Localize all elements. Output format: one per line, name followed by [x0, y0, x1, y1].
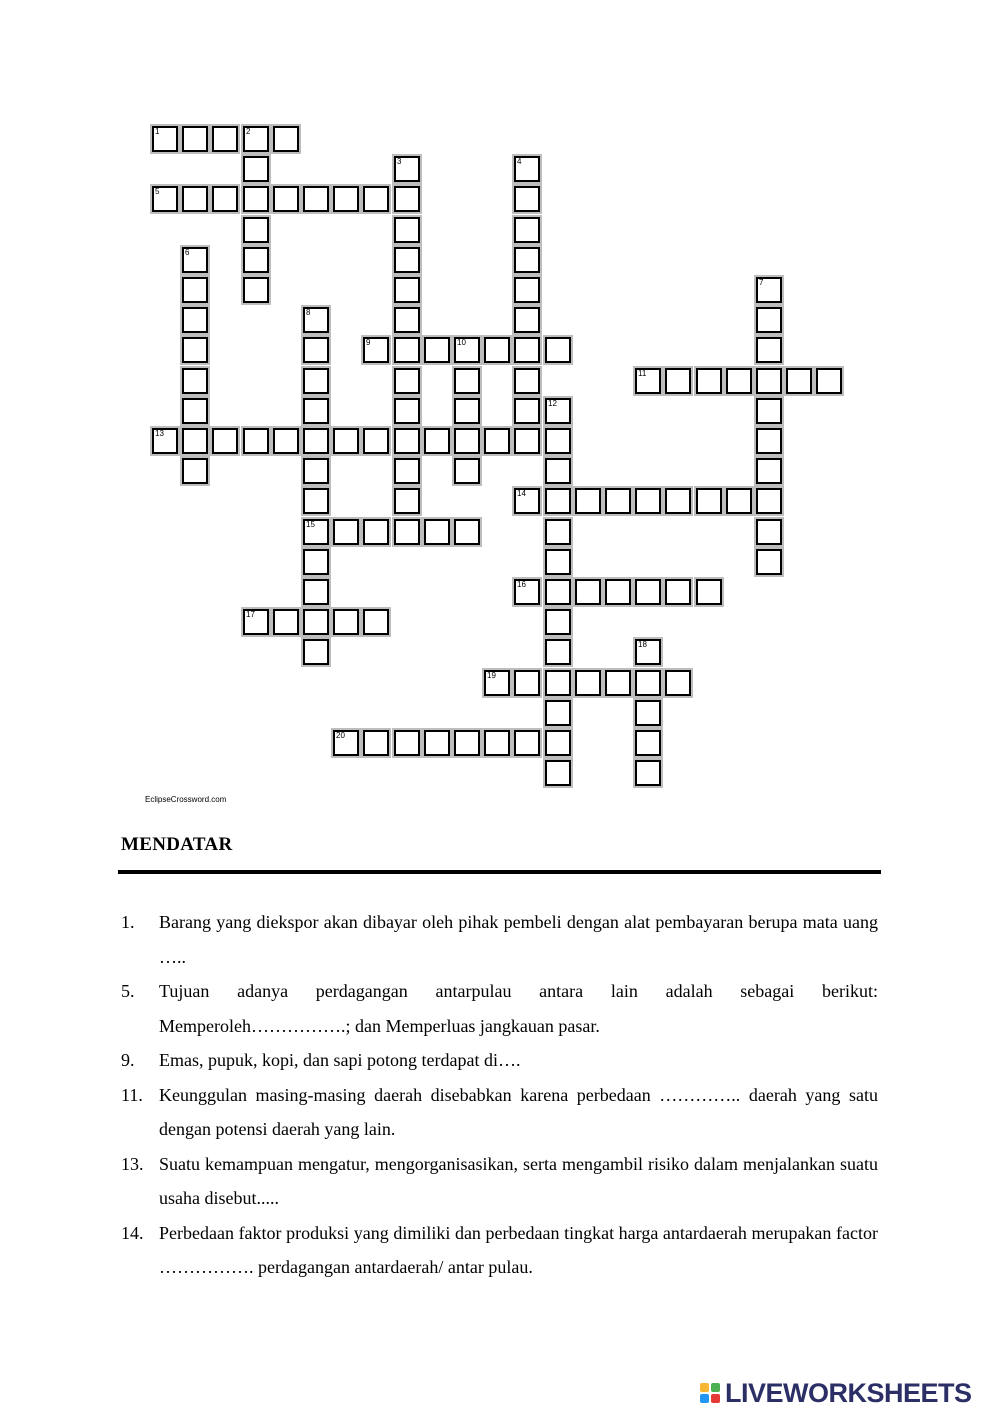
crossword-cell[interactable] — [545, 519, 571, 545]
crossword-cell[interactable] — [424, 730, 450, 756]
crossword-cell[interactable] — [363, 428, 389, 454]
crossword-cell[interactable] — [514, 579, 540, 605]
crossword-cell[interactable] — [696, 368, 722, 394]
clue-number-label: 12 — [548, 399, 557, 408]
clue-number-label: 9 — [366, 338, 371, 347]
crossword-cell[interactable] — [484, 670, 510, 696]
crossword-cell[interactable] — [333, 186, 359, 212]
crossword-cell[interactable] — [605, 670, 631, 696]
clue-item — [121, 1078, 878, 1147]
crossword-cell[interactable] — [303, 186, 329, 212]
clue-number-label: 19 — [487, 671, 496, 680]
crossword-cell[interactable] — [182, 277, 208, 303]
crossword-cell[interactable] — [243, 428, 269, 454]
crossword-cell[interactable] — [394, 458, 420, 484]
crossword-cell[interactable] — [182, 186, 208, 212]
crossword-cell[interactable] — [454, 398, 480, 424]
clue-text: Emas, pupuk, kopi, dan sapi potong terdapat di…. — [159, 1050, 521, 1070]
crossword-cell[interactable] — [394, 186, 420, 212]
crossword-cell[interactable] — [514, 307, 540, 333]
crossword-cell[interactable] — [182, 398, 208, 424]
crossword-cell[interactable] — [424, 428, 450, 454]
crossword-cell[interactable] — [182, 428, 208, 454]
brand-name: LIVEWORKSHEETS — [725, 1377, 972, 1408]
brand-square — [700, 1383, 709, 1392]
crossword-cell[interactable] — [484, 428, 510, 454]
clue-number-label: 18 — [638, 640, 647, 649]
brand-squares-icon — [700, 1383, 720, 1403]
crossword-cell[interactable] — [243, 186, 269, 212]
crossword-cell[interactable] — [756, 458, 782, 484]
crossword-cell[interactable] — [635, 730, 661, 756]
crossword-cell[interactable] — [665, 488, 691, 514]
crossword-cell[interactable] — [545, 488, 571, 514]
clue-number: 11. — [121, 1084, 143, 1105]
crossword-cell[interactable] — [303, 519, 329, 545]
crossword-cell[interactable] — [545, 730, 571, 756]
crossword-cell[interactable] — [635, 700, 661, 726]
crossword-cell[interactable] — [514, 217, 540, 243]
clue-text: Suatu kemampuan mengatur, mengorganisasikan, serta mengambil risiko dalam menjalankan suatu usaha disebut..... — [159, 1153, 878, 1208]
crossword-cell[interactable] — [243, 156, 269, 182]
crossword-cell[interactable] — [545, 609, 571, 635]
crossword-cell[interactable] — [514, 247, 540, 273]
crossword-cell[interactable] — [545, 337, 571, 363]
crossword-cell[interactable] — [545, 428, 571, 454]
crossword-cell[interactable] — [394, 488, 420, 514]
clue-item — [121, 1216, 878, 1285]
crossword-cell[interactable] — [182, 247, 208, 273]
crossword-cell[interactable] — [152, 428, 178, 454]
crossword-cell[interactable] — [394, 337, 420, 363]
crossword-cell[interactable] — [696, 488, 722, 514]
crossword-cell[interactable] — [726, 488, 752, 514]
crossword-cell[interactable] — [363, 730, 389, 756]
crossword-cell[interactable] — [394, 519, 420, 545]
crossword-cell[interactable] — [333, 428, 359, 454]
crossword-cell[interactable] — [303, 398, 329, 424]
crossword-cell[interactable] — [665, 368, 691, 394]
crossword-cell[interactable] — [394, 247, 420, 273]
crossword-cell[interactable] — [665, 670, 691, 696]
crossword-cell[interactable] — [182, 458, 208, 484]
crossword-cell[interactable] — [756, 368, 782, 394]
clue-number: 9. — [121, 1050, 135, 1070]
crossword-cell[interactable] — [243, 247, 269, 273]
crossword-cell[interactable] — [212, 186, 238, 212]
crossword-cell[interactable] — [273, 126, 299, 152]
crossword-cell[interactable] — [575, 670, 601, 696]
crossword-cell[interactable] — [786, 368, 812, 394]
crossword-cell[interactable] — [182, 337, 208, 363]
crossword-cell[interactable] — [394, 730, 420, 756]
crossword-cell[interactable] — [635, 639, 661, 665]
clue-number-label: 1 — [155, 127, 160, 136]
crossword-cell[interactable] — [545, 458, 571, 484]
clue-number: 14. — [121, 1222, 144, 1243]
crossword-cell[interactable] — [545, 398, 571, 424]
brand-square — [711, 1383, 720, 1392]
crossword-cell[interactable] — [514, 277, 540, 303]
clue-number: 5. — [121, 981, 135, 1001]
crossword-cell[interactable] — [303, 639, 329, 665]
section-title: MENDATAR — [121, 834, 233, 855]
crossword-cell[interactable] — [152, 186, 178, 212]
crossword-cell[interactable] — [545, 549, 571, 575]
crossword-cell[interactable] — [454, 519, 480, 545]
crossword-cell[interactable] — [605, 488, 631, 514]
crossword-cell[interactable] — [333, 519, 359, 545]
crossword-cell[interactable] — [514, 670, 540, 696]
crossword-cell[interactable] — [303, 337, 329, 363]
crossword-cell[interactable] — [545, 579, 571, 605]
brand-square — [700, 1394, 709, 1403]
crossword-cell[interactable] — [484, 730, 510, 756]
crossword-cell[interactable] — [514, 730, 540, 756]
crossword-cell[interactable] — [303, 307, 329, 333]
crossword-cell[interactable] — [756, 549, 782, 575]
clue-number-label: 16 — [517, 580, 526, 589]
crossword-cell[interactable] — [243, 277, 269, 303]
crossword-cell[interactable] — [454, 337, 480, 363]
crossword-cell[interactable] — [575, 488, 601, 514]
crossword-cell[interactable] — [243, 609, 269, 635]
crossword-cell[interactable] — [514, 156, 540, 182]
credit-text: EclipseCrossword.com — [145, 795, 227, 804]
crossword-cell[interactable] — [303, 368, 329, 394]
crossword-cell[interactable] — [514, 428, 540, 454]
crossword-cell[interactable] — [756, 488, 782, 514]
crossword-cell[interactable] — [273, 609, 299, 635]
crossword-cell[interactable] — [303, 428, 329, 454]
clue-item — [121, 1147, 878, 1216]
crossword-cell[interactable] — [182, 126, 208, 152]
crossword-cell[interactable] — [756, 398, 782, 424]
section-divider — [118, 870, 881, 874]
crossword-cell[interactable] — [816, 368, 842, 394]
crossword-cell[interactable] — [303, 458, 329, 484]
crossword-cell[interactable] — [394, 307, 420, 333]
clue-item — [121, 974, 878, 1043]
clue-number-label: 15 — [306, 520, 315, 529]
crossword-cell[interactable] — [424, 337, 450, 363]
clue-text: Perbedaan faktor produksi yang dimiliki dan perbedaan tingkat harga antardaerah merupakan factor ……………. perdagangan antardaerah/ antar pulau. — [159, 1222, 878, 1277]
crossword-cell[interactable] — [182, 368, 208, 394]
crossword-cell[interactable] — [424, 519, 450, 545]
crossword-cell[interactable] — [726, 368, 752, 394]
crossword-cell[interactable] — [756, 519, 782, 545]
crossword-cell[interactable] — [635, 368, 661, 394]
crossword-cell[interactable] — [635, 670, 661, 696]
crossword-cell[interactable] — [545, 639, 571, 665]
crossword-cell[interactable] — [394, 277, 420, 303]
clue-number: 13. — [121, 1153, 144, 1174]
crossword-cell[interactable] — [605, 579, 631, 605]
crossword-cell[interactable] — [514, 368, 540, 394]
crossword-cell[interactable] — [454, 428, 480, 454]
crossword-cell[interactable] — [635, 760, 661, 786]
clue-number-label: 5 — [155, 187, 160, 196]
crossword-cell[interactable] — [394, 368, 420, 394]
crossword-cell[interactable] — [273, 428, 299, 454]
crossword-cell[interactable] — [756, 337, 782, 363]
clue-text: Keunggulan masing-masing daerah disebabkan karena perbedaan ………….. daerah yang satu dengan potensi daerah yang lain. — [159, 1084, 878, 1139]
crossword-cell[interactable] — [514, 398, 540, 424]
crossword-cell[interactable] — [514, 337, 540, 363]
crossword-cell[interactable] — [545, 700, 571, 726]
crossword-cell[interactable] — [273, 186, 299, 212]
crossword-cell[interactable] — [212, 126, 238, 152]
clue-number-label: 7 — [759, 278, 764, 287]
crossword-cell[interactable] — [545, 670, 571, 696]
clue-number-label: 13 — [155, 429, 164, 438]
crossword-cell[interactable] — [454, 730, 480, 756]
crossword-cell[interactable] — [363, 186, 389, 212]
crossword-cell[interactable] — [363, 337, 389, 363]
crossword-cell[interactable] — [152, 126, 178, 152]
clue-list — [121, 905, 878, 1285]
clue-number-label: 2 — [246, 127, 251, 136]
clue-text: Tujuan adanya perdagangan antarpulau antara lain adalah sebagai berikut: Memperoleh…………….; dan Memperluas jangkauan pasar. — [159, 981, 878, 1036]
brand-square — [711, 1394, 720, 1403]
crossword-cell[interactable] — [665, 579, 691, 605]
crossword-cell[interactable] — [303, 579, 329, 605]
clue-number-label: 20 — [336, 731, 345, 740]
clue-number-label: 4 — [517, 157, 522, 166]
liveworksheets-logo[interactable] — [700, 1378, 972, 1408]
crossword-cell[interactable] — [333, 609, 359, 635]
clue-number-label: 14 — [517, 489, 526, 498]
crossword-cell[interactable] — [363, 609, 389, 635]
crossword-cell[interactable] — [545, 760, 571, 786]
crossword-cell[interactable] — [635, 488, 661, 514]
clue-number-label: 11 — [638, 369, 647, 378]
crossword-cell[interactable] — [243, 217, 269, 243]
crossword-cell[interactable] — [454, 458, 480, 484]
crossword-cell[interactable] — [756, 277, 782, 303]
crossword-cell[interactable] — [394, 428, 420, 454]
crossword-cell[interactable] — [182, 307, 208, 333]
clue-number-label: 8 — [306, 308, 311, 317]
crossword-cell[interactable] — [243, 126, 269, 152]
clue-number-label: 17 — [246, 610, 255, 619]
crossword-cell[interactable] — [696, 579, 722, 605]
crossword-cell[interactable] — [303, 609, 329, 635]
crossword-cell[interactable] — [514, 488, 540, 514]
clue-item — [121, 905, 878, 974]
crossword-cell[interactable] — [484, 337, 510, 363]
crossword-cell[interactable] — [756, 307, 782, 333]
crossword-cell[interactable] — [635, 579, 661, 605]
crossword-cell[interactable] — [333, 730, 359, 756]
clue-number-label: 6 — [185, 248, 190, 257]
crossword-cell[interactable] — [303, 488, 329, 514]
crossword-cell[interactable] — [756, 428, 782, 454]
clue-number: 1. — [121, 912, 135, 932]
clue-number-label: 3 — [397, 157, 402, 166]
crossword-cell[interactable] — [363, 519, 389, 545]
crossword-cell[interactable] — [212, 428, 238, 454]
crossword-cell[interactable] — [394, 398, 420, 424]
crossword-cell[interactable] — [575, 579, 601, 605]
crossword-cell[interactable] — [394, 156, 420, 182]
crossword-cell[interactable] — [394, 217, 420, 243]
clue-text: Barang yang diekspor akan dibayar oleh pihak pembeli dengan alat pembayaran berupa mata uang ….. — [159, 912, 878, 967]
crossword-cell[interactable] — [303, 549, 329, 575]
crossword-cell[interactable] — [454, 368, 480, 394]
crossword-cell[interactable] — [514, 186, 540, 212]
clue-number-label: 10 — [457, 338, 466, 347]
clue-item — [121, 1043, 878, 1078]
